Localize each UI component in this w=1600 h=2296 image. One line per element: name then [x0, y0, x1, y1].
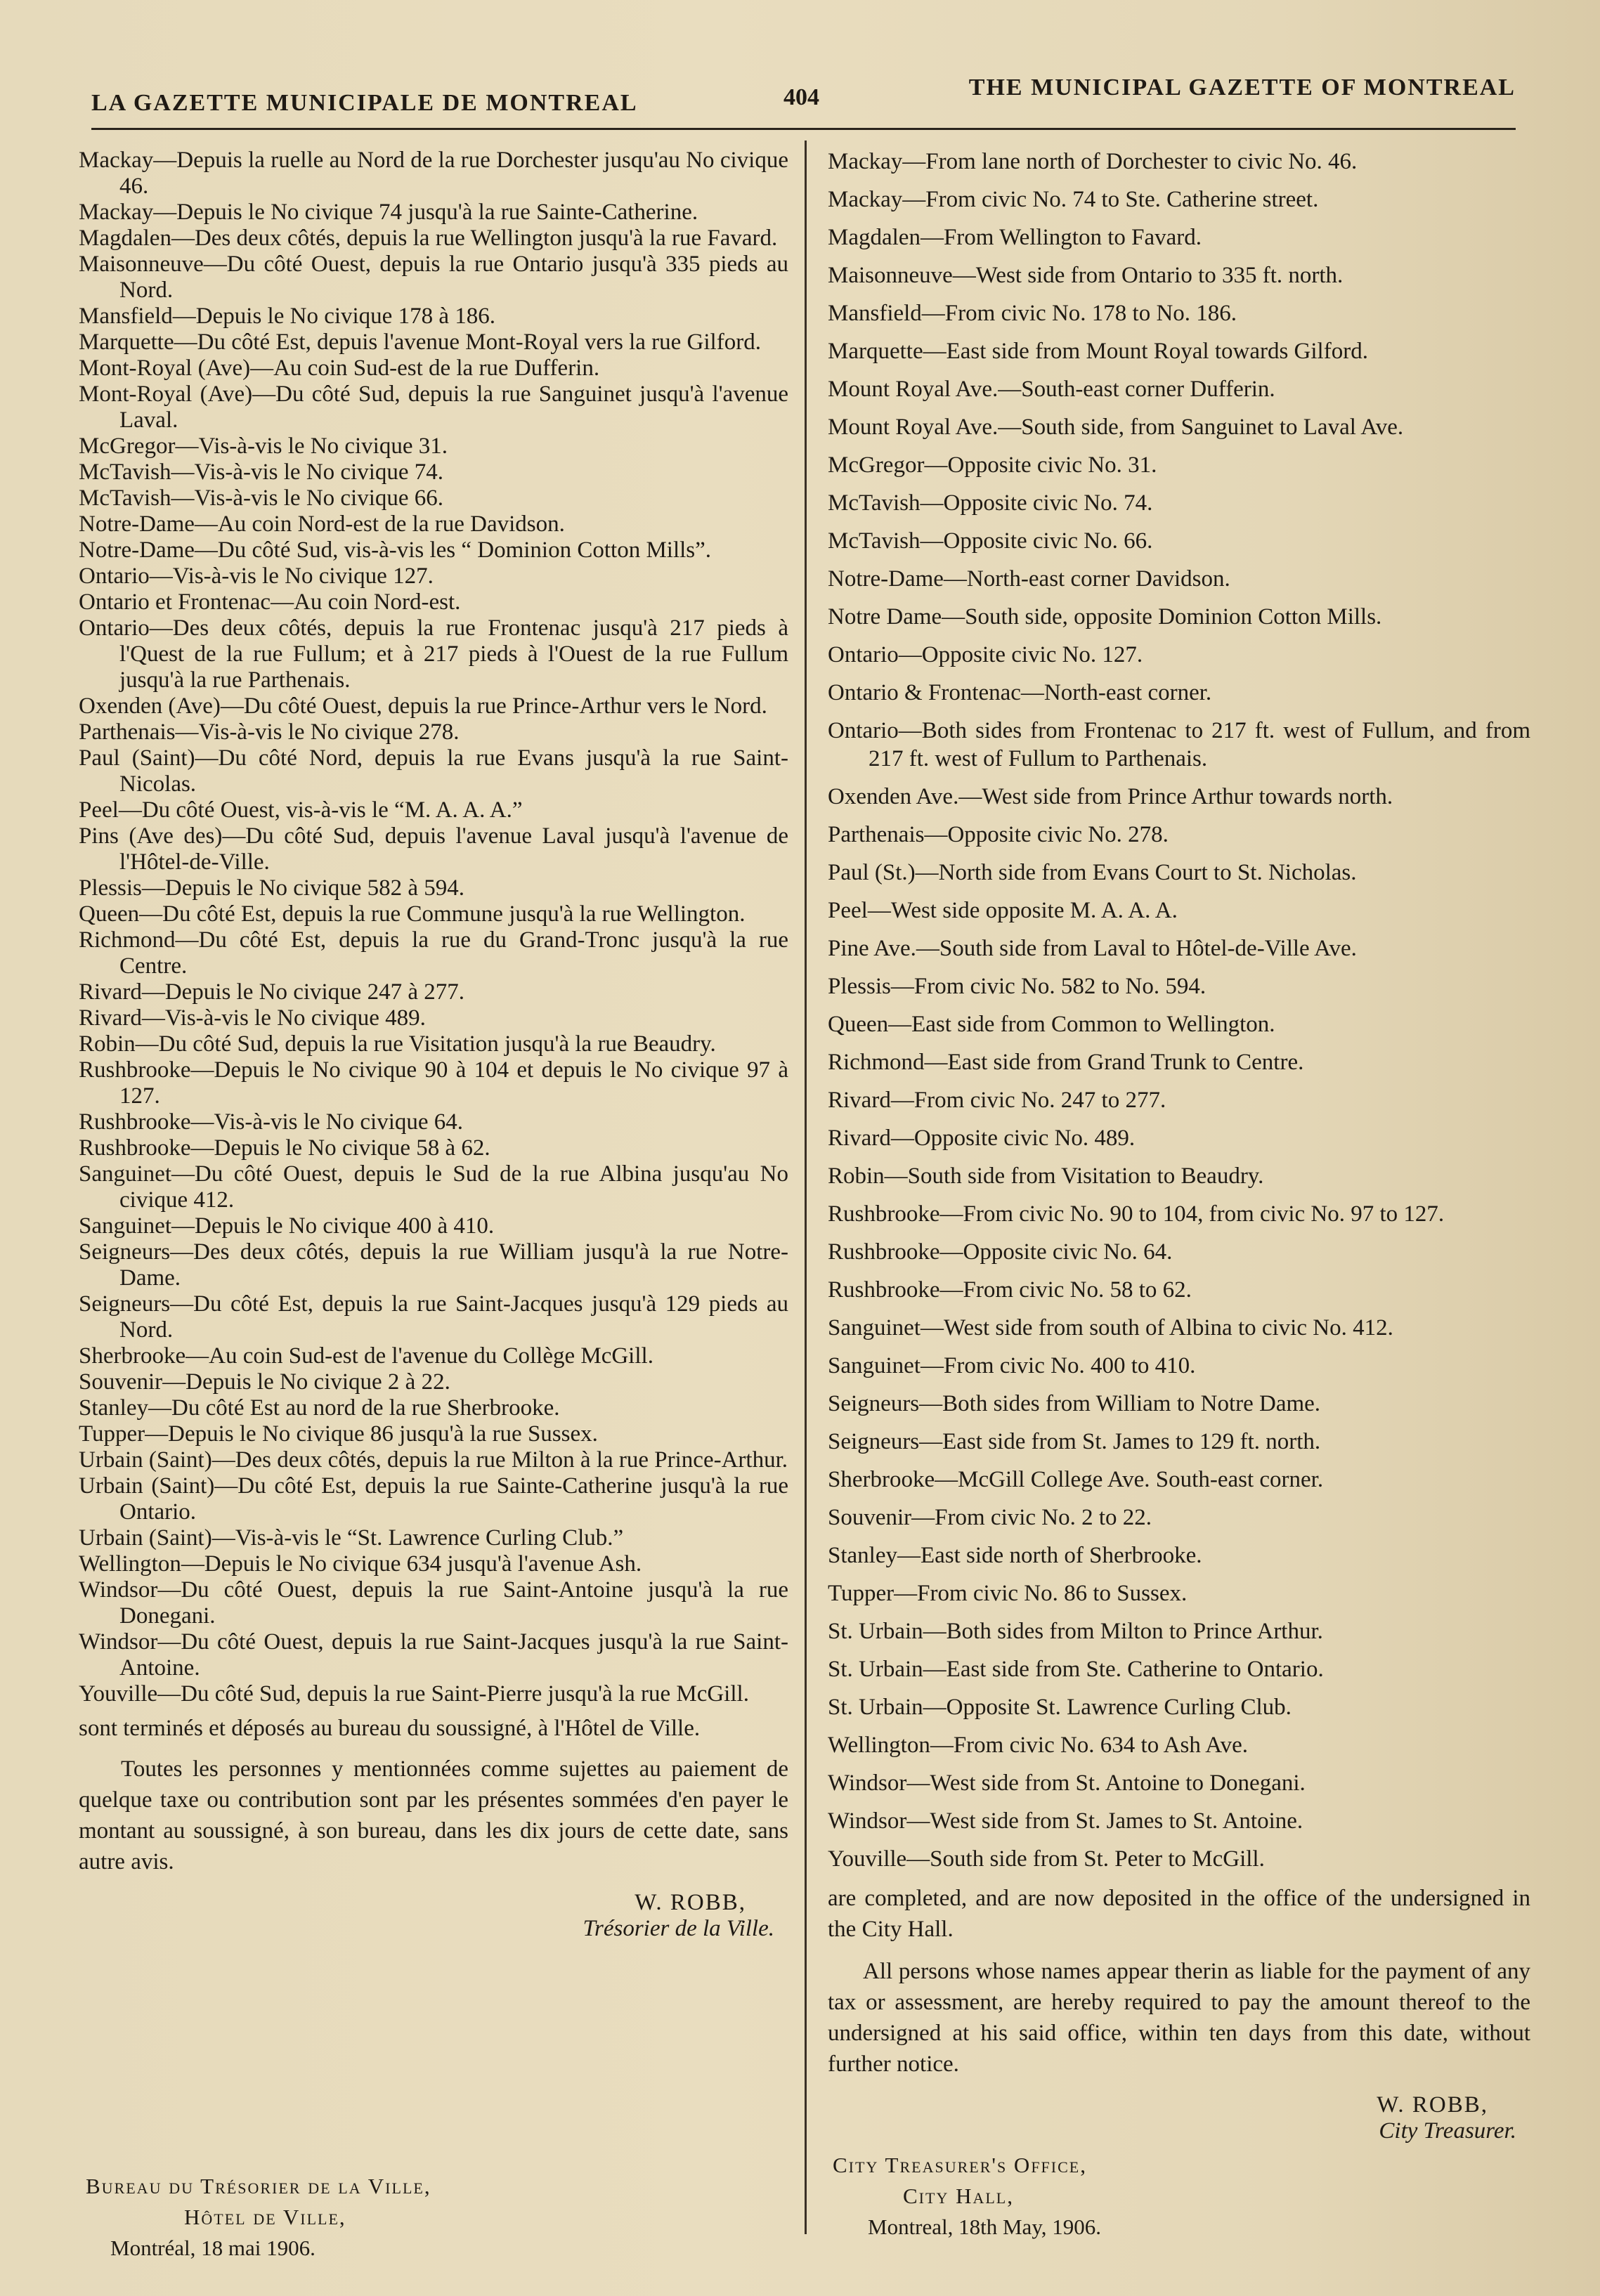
french-street-entry: Pins (Ave des)—Du côté Sud, depuis l'avenue Laval jusqu'à l'avenue de l'Hôtel-de-Ville.	[79, 823, 788, 875]
french-street-entry: Ontario et Frontenac—Au coin Nord-est.	[79, 589, 461, 615]
french-street-entry: Marquette—Du côté Est, depuis l'avenue Mont-Royal vers la rue Gilford.	[79, 330, 761, 355]
french-street-entry: Oxenden (Ave)—Du côté Ouest, depuis la rue Prince-Arthur vers le Nord.	[79, 693, 767, 719]
french-street-entry: Mackay—Depuis la ruelle au Nord de la rue Dorchester jusqu'au No civique 46.	[79, 148, 788, 199]
french-street-entry: Urbain (Saint)—Des deux côtés, depuis la rue Milton à la rue Prince-Arthur.	[79, 1447, 788, 1473]
english-street-entry: Sherbrooke—McGill College Ave. South-east corner.	[828, 1467, 1324, 1492]
english-street-entry: Magdalen—From Wellington to Favard.	[828, 225, 1202, 250]
french-street-entry: Plessis—Depuis le No civique 582 à 594.	[79, 875, 465, 901]
french-street-entry: Souvenir—Depuis le No civique 2 à 22.	[79, 1369, 450, 1395]
french-column	[79, 148, 788, 1942]
french-street-entry: McTavish—Vis-à-vis le No civique 74.	[79, 459, 444, 485]
french-office-line: Montréal, 18 mai 1906.	[110, 2236, 316, 2260]
english-street-entry: Mackay—From lane north of Dorchester to civic No. 46.	[828, 149, 1358, 174]
english-street-entry: McGregor—Opposite civic No. 31.	[828, 452, 1157, 478]
english-office-line: City Hall,	[903, 2184, 1014, 2208]
english-street-entry: Rivard—From civic No. 247 to 277.	[828, 1088, 1166, 1113]
french-street-entry: Windsor—Du côté Ouest, depuis la rue Saint-Antoine jusqu'à la rue Donegani.	[79, 1577, 788, 1629]
french-street-entry: Rivard—Vis-à-vis le No civique 489.	[79, 1005, 426, 1031]
french-street-entry: Rivard—Depuis le No civique 247 à 277.	[79, 979, 464, 1005]
french-office-block	[86, 2171, 431, 2264]
french-street-entry: Sanguinet—Du côté Ouest, depuis le Sud de la rue Albina jusqu'au No civique 412.	[79, 1161, 788, 1213]
english-street-entry: Mount Royal Ave.—South-east corner Dufferin.	[828, 377, 1275, 402]
english-street-entry: Mackay—From civic No. 74 to Ste. Catherine street.	[828, 187, 1319, 212]
english-street-entry: Ontario—Opposite civic No. 127.	[828, 642, 1143, 667]
english-entry-list	[828, 148, 1530, 1873]
french-street-entry: Mackay—Depuis le No civique 74 jusqu'à la rue Sainte-Catherine.	[79, 200, 698, 225]
english-street-entry: Seigneurs—Both sides from William to Notre Dame.	[828, 1391, 1321, 1416]
header-rule	[91, 128, 1516, 130]
french-signature-title: Trésorier de la Ville.	[583, 1916, 774, 1941]
english-street-entry: Rushbrooke—From civic No. 58 to 62.	[828, 1277, 1192, 1303]
english-street-entry: Wellington—From civic No. 634 to Ash Ave.	[828, 1733, 1249, 1758]
french-office-line: Bureau du Trésorier de la Ville,	[86, 2174, 431, 2198]
english-street-entry: Souvenir—From civic No. 2 to 22.	[828, 1505, 1152, 1530]
french-street-entry: Mont-Royal (Ave)—Du côté Sud, depuis la rue Sanguinet jusqu'à l'avenue Laval.	[79, 381, 788, 433]
french-street-entry: Robin—Du côté Sud, depuis la rue Visitation jusqu'à la rue Beaudry.	[79, 1031, 716, 1057]
english-street-entry: McTavish—Opposite civic No. 66.	[828, 528, 1153, 554]
english-street-entry: Stanley—East side north of Sherbrooke.	[828, 1543, 1202, 1568]
french-street-entry: McTavish—Vis-à-vis le No civique 66.	[79, 485, 444, 511]
english-street-entry: McTavish—Opposite civic No. 74.	[828, 490, 1153, 516]
header-title-english: THE MUNICIPAL GAZETTE OF MONTREAL	[968, 74, 1516, 100]
french-street-entry: McGregor—Vis-à-vis le No civique 31.	[79, 433, 448, 459]
french-street-entry: Richmond—Du côté Est, depuis la rue du Grand-Tronc jusqu'à la rue Centre.	[79, 927, 788, 979]
french-street-entry: Ontario—Des deux côtés, depuis la rue Frontenac jusqu'à 217 pieds à l'Quest de la rue Fullum; et à 217 pieds à l'Ouest de la rue Fullum jusqu'à la rue Parthenais.	[79, 615, 788, 693]
french-street-entry: Wellington—Depuis le No civique 634 jusqu'à l'avenue Ash.	[79, 1551, 642, 1577]
column-divider	[805, 141, 807, 2234]
french-street-entry: Notre-Dame—Du côté Sud, vis-à-vis les “ Dominion Cotton Mills”.	[79, 537, 712, 563]
french-street-entry: Paul (Saint)—Du côté Nord, depuis la rue Evans jusqu'à la rue Saint-Nicolas.	[79, 745, 788, 797]
english-street-entry: Richmond—East side from Grand Trunk to Centre.	[828, 1050, 1304, 1075]
page-header	[91, 69, 1516, 125]
french-street-entry: Magdalen—Des deux côtés, depuis la rue Wellington jusqu'à la rue Favard.	[79, 226, 778, 251]
english-signature-title: City Treasurer.	[1379, 2118, 1516, 2144]
english-street-entry: Seigneurs—East side from St. James to 129 ft. north.	[828, 1429, 1321, 1454]
french-street-entry: Ontario—Vis-à-vis le No civique 127.	[79, 563, 434, 589]
french-street-entry: Rushbrooke—Depuis le No civique 90 à 104 et depuis le No civique 97 à 127.	[79, 1057, 788, 1109]
english-signature-name: W. ROBB,	[1377, 2092, 1488, 2118]
french-street-entry: Sherbrooke—Au coin Sud-est de l'avenue du Collège McGill.	[79, 1343, 653, 1369]
english-closing: are completed, and are now deposited in the office of the undersigned in the City Hall.	[828, 1886, 1530, 1942]
french-street-entry: Youville—Du côté Sud, depuis la rue Saint-Pierre jusqu'à la rue McGill.	[79, 1681, 749, 1707]
english-street-entry: Windsor—West side from St. Antoine to Donegani.	[828, 1770, 1306, 1796]
french-street-entry: Queen—Du côté Est, depuis la rue Commune jusqu'à la rue Wellington.	[79, 901, 746, 927]
english-street-entry: Queen—East side from Common to Wellington.	[828, 1012, 1275, 1037]
english-street-entry: Robin—South side from Visitation to Beaudry.	[828, 1163, 1264, 1189]
french-street-entry: Maisonneuve—Du côté Ouest, depuis la rue Ontario jusqu'à 335 pieds au Nord.	[79, 252, 788, 303]
french-signature-name: W. ROBB,	[635, 1890, 746, 1915]
french-street-entry: Urbain (Saint)—Vis-à-vis le “St. Lawrence Curling Club.”	[79, 1525, 624, 1551]
english-street-entry: Maisonneuve—West side from Ontario to 335 ft. north.	[828, 263, 1344, 288]
english-street-entry: Paul (St.)—North side from Evans Court to St. Nicholas.	[828, 860, 1357, 885]
english-street-entry: Notre-Dame—North-east corner Davidson.	[828, 566, 1230, 592]
french-street-entry: Peel—Du côté Ouest, vis-à-vis le “M. A. A. A.”	[79, 797, 523, 823]
english-street-entry: Tupper—From civic No. 86 to Sussex.	[828, 1581, 1188, 1606]
english-notice: All persons whose names appear therin as liable for the payment of any tax or assessment, are hereby required to pay the amount thereof to the undersigned at his said office, within ten days from this date, without further notice.	[828, 1959, 1530, 2077]
english-street-entry: Ontario & Frontenac—North-east corner.	[828, 680, 1212, 705]
french-street-entry: Windsor—Du côté Ouest, depuis la rue Saint-Jacques jusqu'à la rue Saint-Antoine.	[79, 1629, 788, 1681]
english-street-entry: Peel—West side opposite M. A. A. A.	[828, 898, 1178, 923]
french-street-entry: Urbain (Saint)—Du côté Est, depuis la rue Sainte-Catherine jusqu'à la rue Ontario.	[79, 1473, 788, 1525]
french-office-line: Hôtel de Ville,	[184, 2205, 346, 2229]
english-street-entry: Rushbrooke—From civic No. 90 to 104, from civic No. 97 to 127.	[828, 1201, 1445, 1227]
french-street-entry: Mansfield—Depuis le No civique 178 à 186.	[79, 304, 495, 329]
english-street-entry: Parthenais—Opposite civic No. 278.	[828, 822, 1169, 847]
french-street-entry: Parthenais—Vis-à-vis le No civique 278.	[79, 719, 460, 745]
french-entry-list	[79, 148, 788, 1707]
english-street-entry: Mount Royal Ave.—South side, from Sanguinet to Laval Ave.	[828, 415, 1404, 440]
english-street-entry: Youville—South side from St. Peter to McGill.	[828, 1846, 1265, 1872]
french-street-entry: Mont-Royal (Ave)—Au coin Sud-est de la rue Dufferin.	[79, 356, 600, 381]
french-street-entry: Tupper—Depuis le No civique 86 jusqu'à la rue Sussex.	[79, 1421, 598, 1447]
french-street-entry: Rushbrooke—Vis-à-vis le No civique 64.	[79, 1109, 464, 1135]
english-street-entry: Marquette—East side from Mount Royal towards Gilford.	[828, 339, 1368, 364]
english-office-block	[833, 2150, 1101, 2243]
english-office-line: City Treasurer's Office,	[833, 2153, 1087, 2177]
english-street-entry: Oxenden Ave.—West side from Prince Arthur towards north.	[828, 784, 1393, 809]
french-street-entry: Seigneurs—Du côté Est, depuis la rue Saint-Jacques jusqu'à 129 pieds au Nord.	[79, 1291, 788, 1343]
french-street-entry: Seigneurs—Des deux côtés, depuis la rue William jusqu'à la rue Notre-Dame.	[79, 1239, 788, 1291]
english-column	[828, 148, 1530, 2144]
french-notice: Toutes les personnes y mentionnées comme sujettes au paiement de quelque taxe ou contribution sont par les présentes sommées d'en payer le montant au soussigné, à son bureau, dans les dix jours de cette date, sans autre avis.	[79, 1756, 788, 1874]
english-street-entry: Windsor—West side from St. James to St. Antoine.	[828, 1808, 1303, 1834]
english-office-line: Montreal, 18th May, 1906.	[868, 2215, 1102, 2239]
page-number: 404	[783, 84, 819, 110]
header-title-french: LA GAZETTE MUNICIPALE DE MONTREAL	[91, 90, 638, 116]
french-street-entry: Notre-Dame—Au coin Nord-est de la rue Davidson.	[79, 511, 565, 537]
french-closing: sont terminés et déposés au bureau du soussigné, à l'Hôtel de Ville.	[79, 1716, 701, 1741]
english-street-entry: St. Urbain—East side from Ste. Catherine to Ontario.	[828, 1657, 1324, 1682]
english-street-entry: St. Urbain—Opposite St. Lawrence Curling Club.	[828, 1695, 1292, 1720]
english-street-entry: Rivard—Opposite civic No. 489.	[828, 1126, 1136, 1151]
english-street-entry: Notre Dame—South side, opposite Dominion Cotton Mills.	[828, 604, 1382, 630]
english-street-entry: Sanguinet—From civic No. 400 to 410.	[828, 1353, 1196, 1378]
french-street-entry: Stanley—Du côté Est au nord de la rue Sherbrooke.	[79, 1395, 560, 1421]
english-street-entry: Sanguinet—West side from south of Albina to civic No. 412.	[828, 1315, 1393, 1341]
english-street-entry: Pine Ave.—South side from Laval to Hôtel-de-Ville Ave.	[828, 936, 1357, 961]
french-street-entry: Sanguinet—Depuis le No civique 400 à 410.	[79, 1213, 495, 1239]
english-street-entry: Rushbrooke—Opposite civic No. 64.	[828, 1239, 1173, 1265]
french-street-entry: Rushbrooke—Depuis le No civique 58 à 62.	[79, 1135, 490, 1161]
english-street-entry: Mansfield—From civic No. 178 to No. 186.	[828, 301, 1237, 326]
english-street-entry: Ontario—Both sides from Frontenac to 217 ft. west of Fullum, and from 217 ft. west of Fullum to Parthenais.	[828, 718, 1530, 771]
english-street-entry: St. Urbain—Both sides from Milton to Prince Arthur.	[828, 1619, 1323, 1644]
english-street-entry: Plessis—From civic No. 582 to No. 594.	[828, 974, 1206, 999]
